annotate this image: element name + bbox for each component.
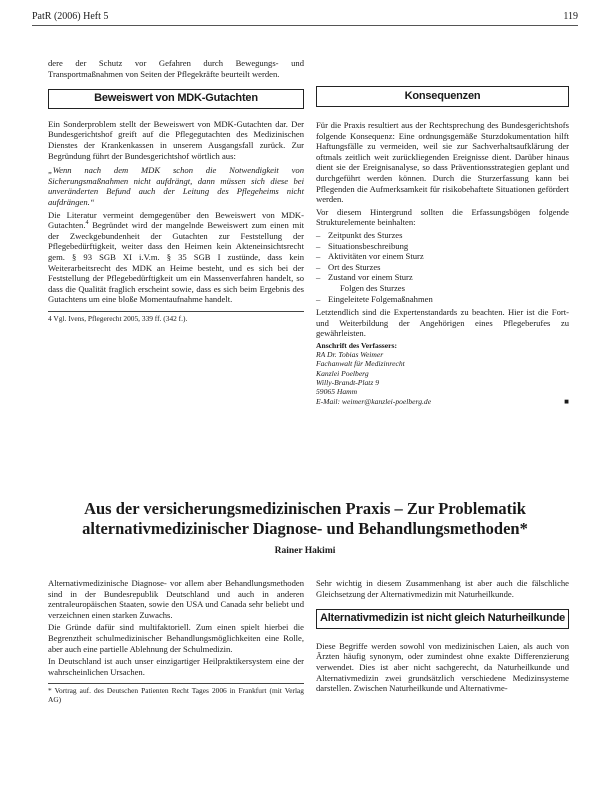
left-column-top (48, 58, 304, 323)
right-column-top (316, 120, 569, 406)
address-line: 59065 Hamm (316, 387, 358, 397)
list-item: – Eingeleitete Folgemaßnahmen (316, 294, 569, 305)
paragraph: In Deutschland ist auch unser einzigartiger Heilpraktikersystem eine der wahrscheinlichen Ursachen. (48, 656, 304, 677)
address-line: Fachanwalt für Medizinrecht (316, 359, 405, 369)
paragraph-text: Die Literatur vermeint demgegenüber den Beweiswert von MDK-Gutachten. (48, 209, 304, 231)
continuation-paragraph: dere der Schutz vor Gefahren durch Bewegungs- und Transportmaßnahmen von Seiten der Pflegekräfte beurteilt werden. (48, 58, 304, 79)
paragraph: Ein Sonderproblem stellt der Beweiswert von MDK-Gutachten dar. Der Bundesgerichtshof greift auf die Pflegegutachten des Medizinischen Dienstes der Krankenkassen in unserem Ausgangsfall zurück. Zur Begründung führt der Bundesgerichtshof wörtlich aus: (48, 118, 304, 161)
footnote-marker: 4 (85, 220, 89, 227)
paragraph: Alternativmedizinische Diagnose- vor allem aber Behandlungsmethoden sind in der Bundesrepublik Deutschland und auch in anderen zentraleuropäischen Staaten, sowie den USA und Canada sehr beliebt und verzeichnen einen starken Zuwachs. (48, 578, 304, 620)
list-item: – Ort des Sturzes (316, 262, 569, 273)
paragraph: Für die Praxis resultiert aus der Rechtsprechung des Bundesgerichtshofs folgende Konsequenz: Eine ordnungsgemäße Sturzdokumentation hilft Haftungsfälle zu vermeiden, weil sie zur Sachverhaltsaufklärung der oftmals zeitlich weit zurückliegenden Ereignisse dient. Darüber hinaus dient sie der Ereignisanalyse, so dass Präventionsstrategien geplant und durchgeführt werden können. Durch die Sturzerfassung kann bei Pflegenden die Aufmerksamkeit für risikobehaftete Situationen gefördert werden. (316, 120, 569, 205)
paragraph (48, 210, 304, 305)
article-title-line: Aus der versicherungsmedizinischen Praxis – Zur Problematik (84, 499, 526, 518)
end-of-article-mark: ■ (564, 396, 569, 406)
address-line: Kanzlei Poelberg (316, 368, 369, 378)
list-item: – Zustand vor einem Sturz (316, 272, 569, 283)
section-heading-alternativmedizin: Alternativmedizin ist nicht gleich Naturheilkunde (316, 609, 569, 629)
paragraph: Sehr wichtig in diesem Zusammenhang ist aber auch die fälschliche Gleichsetzung der Alternativmedizin mit Naturheilkunde. (316, 578, 569, 599)
list-item: Folgen des Sturzes (340, 282, 405, 293)
structure-elements-list (316, 230, 569, 304)
journal-issue: PatR (2006) Heft 5 (32, 11, 109, 22)
section-heading-konsequenzen: Konsequenzen (316, 86, 569, 107)
address-line: Willy-Brandt-Platz 9 (316, 378, 380, 388)
list-item: – Situationsbeschreibung (316, 241, 569, 252)
address-email: E-Mail: weimer@kanzlei-poelberg.de (316, 396, 432, 406)
list-item: – Aktivitäten vor einem Sturz (316, 251, 569, 262)
paragraph: Vor diesem Hintergrund sollten die Erfassungsbögen folgende Strukturelemente beinhalten: (316, 206, 569, 228)
paragraph: Die Gründe dafür sind multifaktoriell. Zum einen spielt hierbei die Begrenztheit schulmedizinischer Behandlungsmöglichkeiten eine Rolle, aber auch eine partielle Ablehnung der Schulmedizin. (48, 622, 304, 654)
list-item: – Zeitpunkt des Sturzes (316, 230, 569, 241)
article-title-line: alternativmedizinischer Diagnose- und Behandlungsmethoden* (82, 519, 528, 538)
address-line: RA Dr. Tobias Weimer (316, 350, 384, 360)
paragraph: Diese Begriffe werden sowohl von medizinischen Laien, als auch von Ärzten häufig synonym, oder zumindest ohne exakte Differenzierung verwendet. Dies ist aber nicht sachgerecht, da Naturheilkunde und Alternativmedizin zwei grundsätzlich verschiedene Medizinsysteme darstellen. Zwischen Naturheilkunde und Alternativme- (316, 640, 569, 694)
running-head (32, 8, 578, 26)
bgh-quote: „Wenn nach dem MDK schon die Notwendigkeit von Sicherungsmaßnahmen nicht aufdrängt, dann müssen sich diese bei unveränderten Befund auch der Leitung des Pflegeheims nicht aufdrängen.“ (48, 165, 304, 207)
author-address (316, 341, 569, 406)
address-heading: Anschrift des Verfassers: (316, 340, 397, 350)
article-author: Rainer Hakimi (274, 546, 336, 556)
page-number: 119 (563, 11, 578, 22)
right-column-bottom (316, 578, 569, 696)
section-heading-mdk: Beweiswert von MDK-Gutachten (48, 89, 304, 109)
paragraph-text: Begründet wird der mangelnde Beweiswert zum einen mit der Zweckgebundenheit der Gutachten zur Feststellung der Pflegebedürftigkeit, weiter dass den Heimen kein Akteneinsichtsrecht gem. § 93 SGB XI i.V.m. § 35 SGB I zustünde, dass kein Weiterarbeitsrecht des MDK an Heime besteht, und es sich bei der Feststellung der Pflegebedürftigkeit um ein Massenverfahren handelt, so dass die Qualität fraglich erscheint sowie, dass es sich beim Ergebnis des Gutachtens um eine bloße Momentaufnahme handelt. (48, 220, 304, 305)
paragraph: Letztendlich sind die Expertenstandards zu beachten. Hier ist die Fort- und Weiterbildung der Angehörigen eines Pflegeberufes zu gewährleisten. (316, 307, 569, 339)
article-title (40, 499, 570, 539)
footnote: 4 Vgl. Ivens, Pflegerecht 2005, 339 ff. (342 f.). (48, 311, 304, 323)
footnote: * Vortrag auf. des Deutschen Patienten Recht Tages 2006 in Frankfurt (mit Verlag AG) (48, 683, 304, 704)
left-column-bottom (48, 578, 304, 704)
